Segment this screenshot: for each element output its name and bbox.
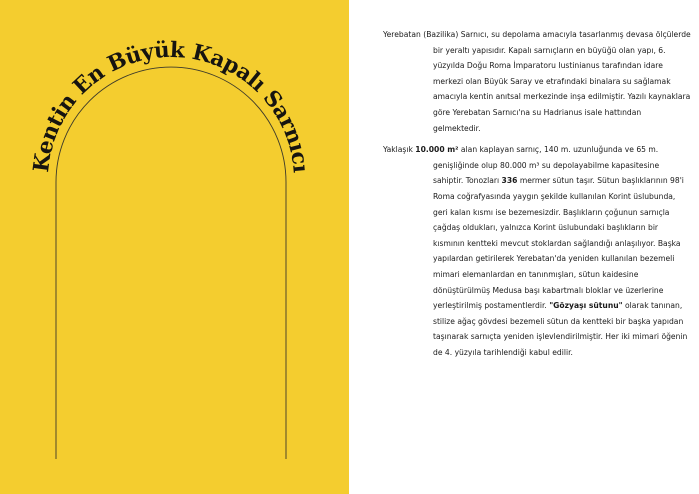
arch-illustration	[0, 0, 349, 494]
paragraph-2-part-3: mermer sütun taşır. Sütun başlıklarının 98'i Roma coğrafyasında yaygın şekilde kullanılan Korint üslubunda, geri kalan kısmı ise bezemesizdir. Başlıkların çoğunun sarnıçla çağdaş oldukları, yalnızca Korint üslubundaki başlıkların bir kısmının kentteki mevcut stoklardan sağlandığı anlaşılıyor. Başka yapılardan getirilerek Yerebatan'da yeniden kullanılan bezemeli mimari elemanlardan en tanınmışları, sütun kaidesine dönüştürülmüş Medusa başı kabartmalı bloklar ve üzerlerine yerleştirilmiş postamentlerdir.	[433, 176, 684, 311]
left-page	[0, 0, 349, 494]
paragraph-2-part-1: Yaklaşık	[383, 145, 416, 155]
paragraph-2-part-4: olarak tanınan, stilize ağaç gövdesi bezemeli sütun da kentteki bir başka yapıdan taşınarak sarnıçta yeniden işlevlendirilmiştir. Her iki mimari öğenin de 4. yüzyıla tarihlendiği kabul edilir.	[433, 301, 688, 357]
tear-column-name: "Gözyaşı sütunu"	[549, 301, 623, 311]
arch-title	[29, 38, 313, 174]
paragraph-2-part-2: alan kaplayan sarnıç, 140 m. uzunluğunda ve 65 m. genişliğinde olup 80.000 m³ su depolayabilme kapasitesine sahiptir. Tonozları	[433, 145, 660, 186]
paragraph-1: Yerebatan (Bazilika) Sarnıcı, su depolama amacıyla tasarlanmış devasa ölçülerde bir yeraltı yapısıdır. Kapalı sarnıçların en büyüğü olan yapı, 6. yüzyılda Doğu Roma İmparatoru Iustinianus tarafından idare merkezi olan Büyük Saray ve etrafındaki binalara su sağlamak amacıyla kentin anıtsal merkezinde inşa edilmiştir. Yazılı kaynaklara göre Yerebatan Sarnıcı'na su Hadrianus isale hattından gelmektedir.	[383, 30, 691, 133]
arch-title-text: Kentin En Büyük Kapalı Sarnıcı	[29, 37, 313, 174]
paragraph-2	[383, 142, 691, 360]
area-figure: 10.000 m²	[415, 145, 459, 155]
arch-outline	[56, 67, 286, 459]
body-text	[383, 27, 691, 366]
right-page	[349, 0, 699, 494]
column-count: 336	[501, 176, 518, 186]
